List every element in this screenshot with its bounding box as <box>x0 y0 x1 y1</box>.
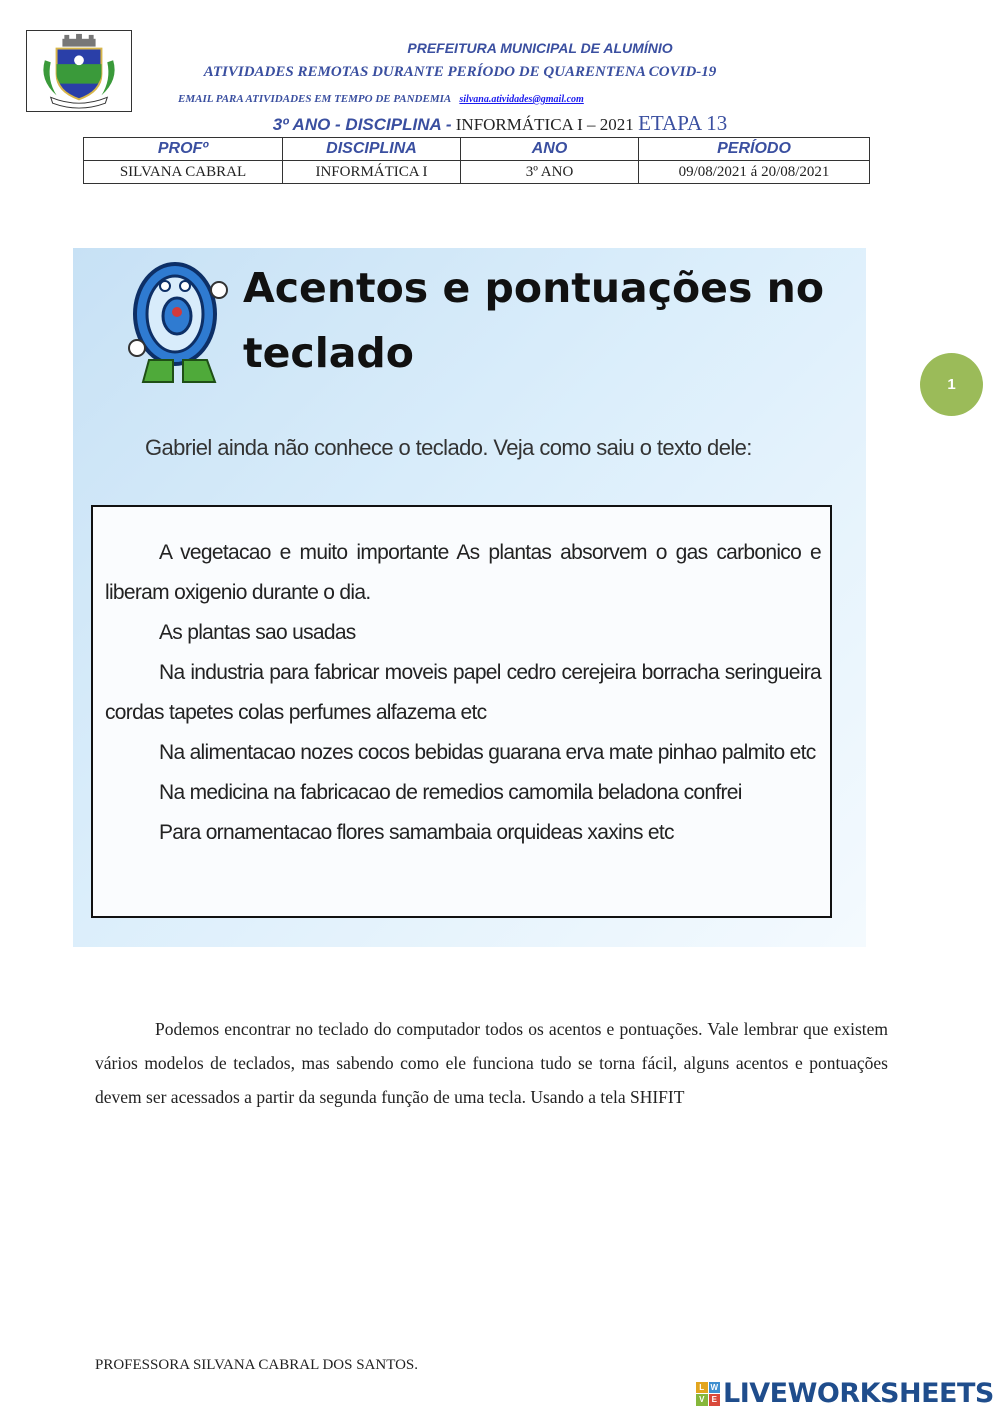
typed-text-box <box>91 505 832 918</box>
body-paragraph <box>95 1012 888 1114</box>
coat-of-arms-icon <box>27 31 131 111</box>
cell-ano: 3º ANO <box>461 161 639 184</box>
cell-periodo: 09/08/2021 á 20/08/2021 <box>639 161 870 184</box>
municipal-logo <box>26 30 132 112</box>
box-line: A vegetacao e muito importante As plantas absorvem o gas carbonico e liberam oxigenio durante o dia. <box>105 541 821 604</box>
header-periodo: PERÍODO <box>639 138 870 161</box>
logo-tile: V <box>696 1394 708 1406</box>
picture-title: Acentos e pontuações no teclado <box>243 264 825 377</box>
header-ano-line <box>160 111 840 136</box>
header-atividades: ATIVIDADES REMOTAS DURANTE PERÍODO DE QUARENTENA COVID-19 <box>203 64 717 80</box>
ano-label: 3º ANO - DISCIPLINA - <box>272 115 452 134</box>
box-line: Na alimentacao nozes cocos bebidas guarana erva mate pinhao palmito etc <box>159 741 816 764</box>
table-row <box>84 161 870 184</box>
box-line: As plantas sao usadas <box>159 621 356 644</box>
header-ano: ANO <box>461 138 639 161</box>
etapa-label: ETAPA 13 <box>638 111 728 135</box>
cell-prof: SILVANA CABRAL <box>84 161 283 184</box>
liveworksheets-logo-icon <box>696 1382 720 1406</box>
at-sign-mascot-icon <box>127 256 237 386</box>
header-disciplina: DISCIPLINA <box>283 138 461 161</box>
info-table <box>83 137 870 184</box>
header-prefeitura: PREFEITURA MUNICIPAL DE ALUMÍNIO <box>407 40 673 56</box>
footer-signature: PROFESSORA SILVANA CABRAL DOS SANTOS. <box>95 1357 419 1373</box>
ano-disciplina: INFORMÁTICA I – 2021 <box>455 115 634 134</box>
email-label: EMAIL PARA ATIVIDADES EM TEMPO DE PANDEMIA <box>178 93 451 105</box>
page-number-badge: 1 <box>920 353 983 416</box>
exercise-picture <box>73 248 866 947</box>
header-email-line <box>178 93 584 105</box>
watermark-text: LIVEWORKSHEETS <box>723 1378 994 1409</box>
header-prof: PROFº <box>84 138 283 161</box>
cell-disciplina: INFORMÁTICA I <box>283 161 461 184</box>
box-line: Na industria para fabricar moveis papel cedro cerejeira borracha seringueira cordas tapetes colas perfumes alfazema etc <box>105 661 821 724</box>
logo-tile: W <box>710 1382 719 1392</box>
box-line: Na medicina na fabricacao de remedios camomila beladona confrei <box>159 781 742 804</box>
paragraph-text: Podemos encontrar no teclado do computador todos os acentos e pontuações. Vale lembrar que existem vários modelos de teclados, mas sabendo como ele funciona tudo se torna fácil, alguns acentos e pontuações devem ser acessados a partir da segunda função de uma tecla. Usando a tela SHIFIT <box>95 1019 888 1107</box>
email-link[interactable]: silvana.atividades@gmail.com <box>459 94 584 105</box>
logo-tile: E <box>709 1394 721 1406</box>
picture-subtitle: Gabriel ainda não conhece o teclado. Veja como saiu o texto dele: <box>145 435 752 460</box>
liveworksheets-watermark <box>696 1378 994 1409</box>
box-line: Para ornamentacao flores samambaia orquideas xaxins etc <box>159 821 674 844</box>
table-header-row <box>84 138 870 161</box>
logo-tile: L <box>696 1382 708 1394</box>
